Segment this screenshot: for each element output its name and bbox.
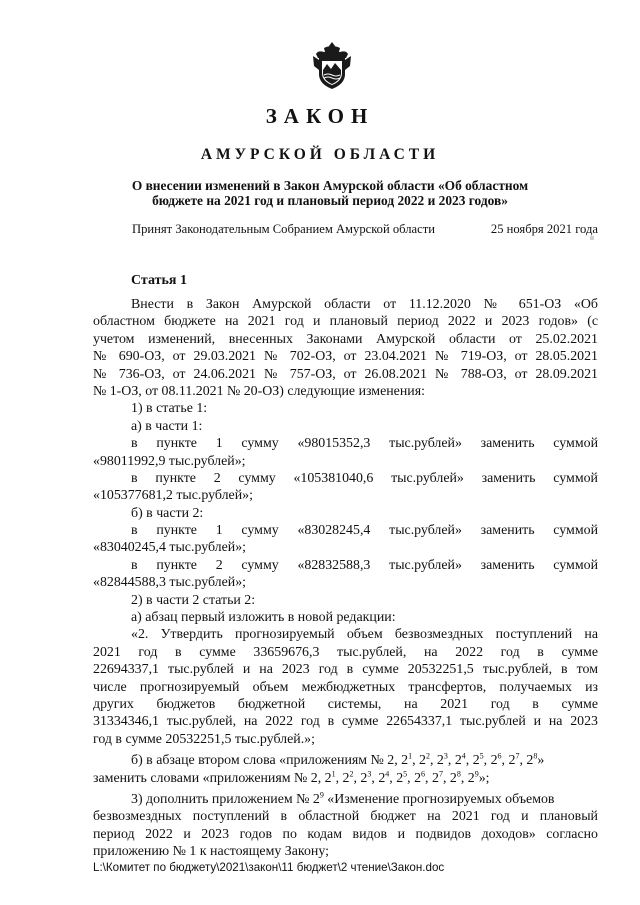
text-line: «83040245,4 тыс.рублей»; xyxy=(93,540,247,556)
adoption-info xyxy=(132,222,598,237)
text-line: «82844588,3 тыс.рублей»; xyxy=(93,575,247,591)
adopted-by-text: Принят Законодательным Собранием Амурской области xyxy=(132,222,435,236)
text-line: в пункте 1 сумму «98015352,3 тыс.рублей» заменить суммой xyxy=(131,436,598,452)
text-line: Внести в Закон Амурской области от 11.12.2020 № 651-ОЗ «Об xyxy=(131,297,598,312)
document-title: ЗАКОН xyxy=(265,104,375,128)
text-line: 2021 год в сумме 33659676,3 тыс.рублей, на 2022 год в сумме xyxy=(93,644,598,660)
text-line: год в сумме 20532251,5 тыс.рублей.»; xyxy=(93,731,315,747)
region-name: АМУРСКОЙ ОБЛАСТИ xyxy=(200,146,440,163)
text-line: в пункте 2 сумму «82832588,3 тыс.рублей» заменить суммой xyxy=(131,557,598,573)
text-line: № 690-ОЗ, от 29.03.2021 № 702-ОЗ, от 23.04.2021 № 719-ОЗ, от 28.05.2021 xyxy=(93,349,598,365)
text-line: б) в части 2: xyxy=(131,505,204,521)
scan-mark xyxy=(590,236,594,240)
text-line: безвозмездных поступлений в областной бюджет на 2021 год и плановый xyxy=(93,809,598,825)
text-line: 3) дополнить приложением № $2^9$ «Изменение прогнозируемых объемов xyxy=(131,790,555,807)
text-line: числе прогнозируемый объем межбюджетных трансфертов, получаемых из xyxy=(93,679,598,695)
text-line: областном бюджете на 2021 год и плановый период 2022 и 2023 годов» (с xyxy=(93,314,598,330)
text-line: в пункте 1 сумму «83028245,4 тыс.рублей» заменить суммой xyxy=(131,523,598,539)
law-heading xyxy=(100,178,560,208)
text-line: других бюджетов бюджетной системы, на 2021 год в сумме xyxy=(93,696,598,712)
law-heading-line-2: бюджете на 2021 год и плановый период 2022 и 2023 годов» xyxy=(152,193,508,208)
text-line: период 2022 и 2023 годов по кодам видов и подвидов доходов» согласно xyxy=(93,826,598,842)
text-line: 22694337,1 тыс.рублей и на 2023 год в сумме 20532251,5 тыс.рублей, в том xyxy=(93,662,598,678)
text-line: № 1-ОЗ, от 08.11.2021 № 20-ОЗ) следующие изменения: xyxy=(93,383,425,399)
text-line: № 736-ОЗ, от 24.06.2021 № 757-ОЗ, от 26.08.2021 № 788-ОЗ, от 28.09.2021 xyxy=(93,366,598,382)
text-line: б) в абзаце втором слова «приложениям № 2, $2^1$, $2^2$, $2^3$, $2^4$, $2^5$, $2^6$, $2^7$, $2^8$» xyxy=(131,751,545,769)
coat-of-arms-emblem-icon xyxy=(310,40,354,92)
text-line: в пункте 2 сумму «105381040,6 тыс.рублей» заменить суммой xyxy=(131,470,598,486)
adopted-date: 25 ноября 2021 года xyxy=(490,222,598,236)
law-heading-line-1: О внесении изменений в Закон Амурской области «Об областном xyxy=(131,178,529,193)
text-line: «105377681,2 тыс.рублей»; xyxy=(93,488,253,504)
text-line: «98011992,9 тыс.рублей»; xyxy=(93,453,246,469)
text-line: 2) в части 2 статьи 2: xyxy=(131,592,256,608)
text-line: «2. Утвердить прогнозируемый объем безвозмездных поступлений на xyxy=(131,627,598,643)
article-body xyxy=(93,296,598,861)
file-path-footer: L:\Комитет по бюджету\2021\закон\11 бюджет\2 чтение\Закон.doc xyxy=(93,861,445,874)
text-line: а) в части 1: xyxy=(131,418,203,434)
text-line: заменить словами «приложениям № 2, $2^1$, $2^2$, $2^3$, $2^4$, $2^5$, $2^6$, $2^7$, $2^8$, $2^9$»; xyxy=(93,768,490,786)
text-line: учетом изменений, внесенных Законами Амурской области от 25.02.2021 xyxy=(93,331,598,347)
text-line: 31334346,1 тыс.рублей, на 2022 год в сумме 22654337,1 тыс.рублей и на 2023 xyxy=(93,714,598,730)
text-line: приложению № 1 к настоящему Закону; xyxy=(93,844,329,860)
text-line: 1) в статье 1: xyxy=(131,401,208,417)
text-line: а) абзац первый изложить в новой редакции: xyxy=(131,610,396,626)
article-title: Статья 1 xyxy=(131,273,187,288)
